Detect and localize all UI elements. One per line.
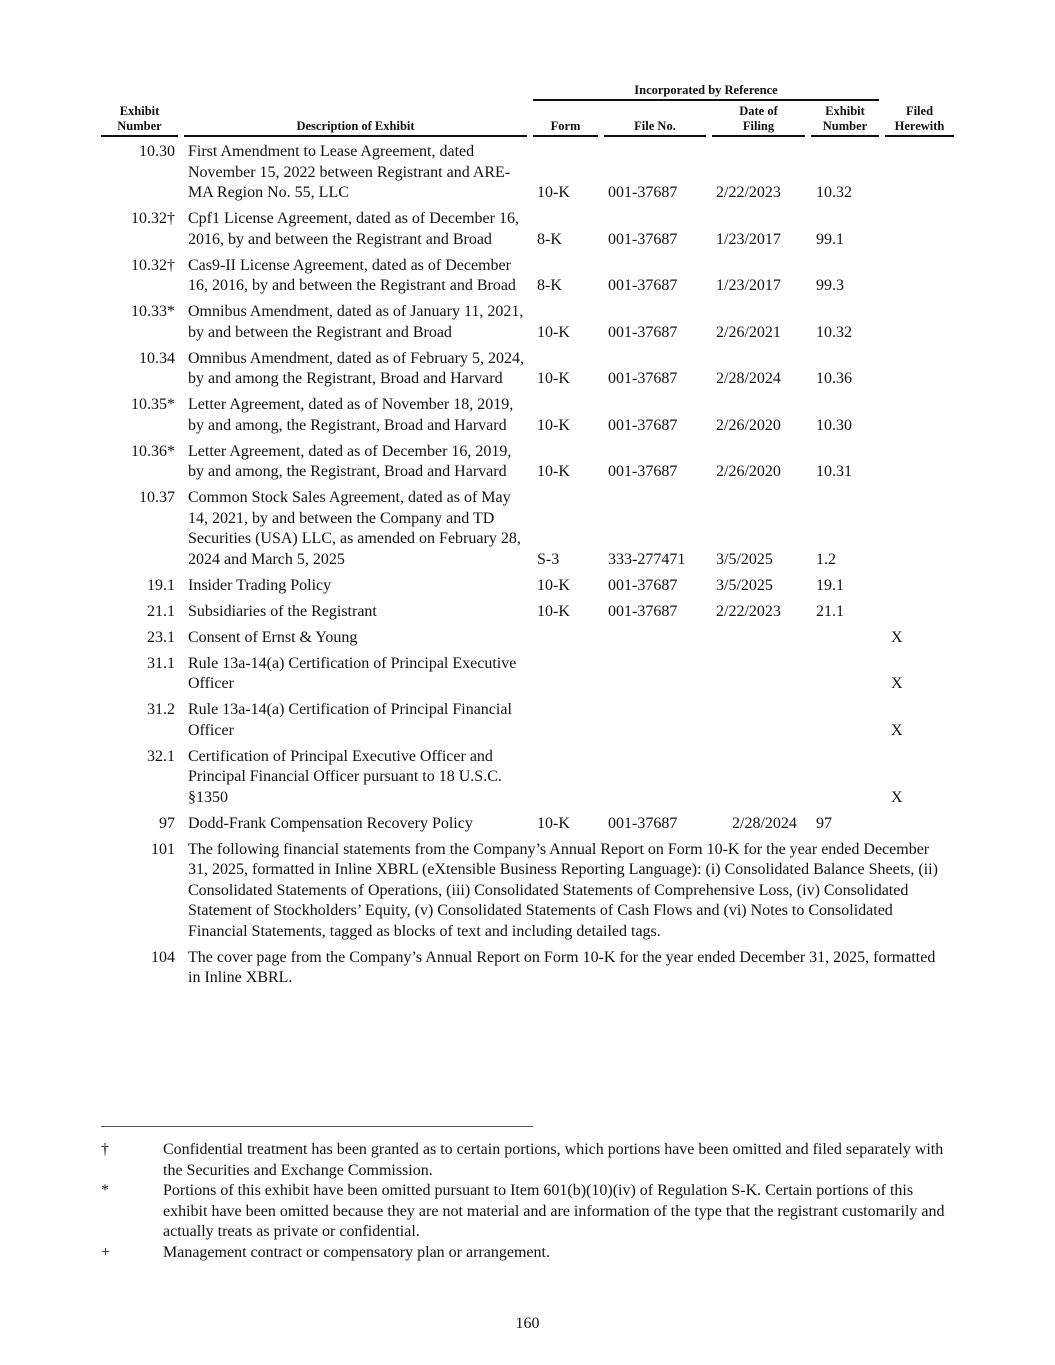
ref-exhibit-number: 10.32 <box>816 323 852 341</box>
form: 10-K <box>537 184 570 201</box>
ref-exhibit-number: 99.1 <box>816 230 844 248</box>
exhibit-description: Letter Agreement, dated as of November 18, 2019, by and among, the Registrant, Broad and Harvard <box>188 396 514 434</box>
ref-exhibit-number: 1.2 <box>816 550 836 568</box>
exhibit-description: Certification of Principal Executive Officer and Principal Financial Officer pursuant to 18 U.S.C. §1350 <box>188 747 502 806</box>
table-row <box>0 349 1055 390</box>
exhibit-description: Rule 13a-14(a) Certification of Principal Executive Officer <box>188 654 517 692</box>
exhibit-description: First Amendment to Lease Agreement, dated November 15, 2022 between Registrant and ARE-MA Region No. 55, LLC <box>188 143 511 201</box>
table-row <box>0 209 1055 250</box>
form: 10-K <box>537 323 570 341</box>
form: 10-K <box>537 602 570 620</box>
incorporated-by-reference-header: Incorporated by Reference <box>634 83 778 97</box>
exhibit-table-body <box>0 142 1055 994</box>
footnote-symbol: * <box>101 1182 109 1199</box>
exhibit-number: 32.1 <box>147 747 175 765</box>
table-row <box>0 654 1055 695</box>
ref-exhibit-number: 97 <box>816 814 832 832</box>
col-header-filed-herewith <box>885 104 954 134</box>
date-of-filing: 3/5/2025 <box>716 576 773 594</box>
exhibit-description: Insider Trading Policy <box>188 576 332 594</box>
footnote-text: Confidential treatment has been granted as to certain portions, which portions have been omitted and filed separately with the Securities and Exchange Commission. <box>163 1141 944 1179</box>
date-of-filing: 2/26/2020 <box>716 416 781 434</box>
table-row <box>0 488 1055 570</box>
footnote-symbol: † <box>101 1141 109 1158</box>
col-header-line: Number <box>822 119 868 133</box>
col-header-file-no: File No. <box>634 119 676 133</box>
page-number: 160 <box>515 1315 540 1332</box>
footnote-asterisk <box>101 1181 951 1243</box>
file-no: 001-37687 <box>608 184 678 201</box>
footnote-plus <box>101 1243 951 1264</box>
footnotes <box>101 1140 951 1263</box>
header-rule <box>712 135 805 137</box>
form: 10-K <box>537 463 570 480</box>
col-header-line: Filing <box>742 119 775 133</box>
exhibit-number: 21.1 <box>147 602 175 620</box>
table-row <box>0 700 1055 741</box>
exhibit-number: 97 <box>159 814 175 832</box>
exhibit-description: Rule 13a-14(a) Certification of Principal Financial Officer <box>188 701 512 739</box>
ref-exhibit-number: 10.32 <box>816 184 852 201</box>
header-rule <box>885 135 954 137</box>
col-header-line: Exhibit <box>119 104 160 118</box>
file-no: 001-37687 <box>608 323 678 341</box>
header-rule <box>533 135 598 137</box>
file-no: 001-37687 <box>608 814 678 832</box>
exhibit-description: Omnibus Amendment, dated as of February 5, 2024, by and among the Registrant, Broad and Harvard <box>188 349 524 387</box>
ref-exhibit-number: 21.1 <box>816 602 844 620</box>
date-of-filing: 1/23/2017 <box>716 277 781 294</box>
exhibit-description: Cas9-II License Agreement, dated as of December 16, 2016, by and between the Registrant and Broad <box>188 256 516 294</box>
file-no: 001-37687 <box>608 602 678 620</box>
exhibit-number: 23.1 <box>147 628 175 646</box>
date-of-filing: 2/22/2023 <box>716 602 781 620</box>
table-row <box>0 302 1055 343</box>
table-row <box>0 395 1055 436</box>
ref-exhibit-number: 99.3 <box>816 277 844 294</box>
exhibit-number: 10.35* <box>131 396 175 413</box>
form: 10-K <box>537 814 570 832</box>
header-rule <box>101 135 178 137</box>
form: 10-K <box>537 576 570 594</box>
table-row <box>0 814 1055 835</box>
file-no: 001-37687 <box>608 576 678 594</box>
file-no: 333-277471 <box>608 550 686 568</box>
file-no: 001-37687 <box>608 277 678 294</box>
exhibit-number: 31.2 <box>147 701 175 718</box>
exhibit-number: 10.33* <box>131 303 175 320</box>
exhibit-number: 101 <box>151 840 175 858</box>
date-of-filing: 2/28/2024 <box>732 814 797 832</box>
col-header-form: Form <box>550 119 581 133</box>
exhibit-description: Dodd-Frank Compensation Recovery Policy <box>188 814 473 832</box>
file-no: 001-37687 <box>608 463 678 480</box>
exhibit-number: 31.1 <box>147 654 175 672</box>
footnote-text: Portions of this exhibit have been omitted pursuant to Item 601(b)(10)(iv) of Regulation S-K. Certain portions of this exhibit have been omitted because they are not material and are information of the type that the registrant customarily and actually treats as private or confidential. <box>163 1182 945 1240</box>
filed-herewith: X <box>891 721 903 739</box>
header-rule <box>811 135 879 137</box>
col-header-line: Filed <box>905 104 934 118</box>
file-no: 001-37687 <box>608 230 678 248</box>
date-of-filing: 3/5/2025 <box>716 550 773 568</box>
ref-exhibit-number: 10.30 <box>816 416 852 434</box>
exhibit-number: 104 <box>151 948 175 966</box>
col-header-line: Date of <box>739 104 778 118</box>
exhibit-description: Letter Agreement, dated as of December 16, 2019, by and among, the Registrant, Broad and Harvard <box>188 442 512 480</box>
form: 8-K <box>537 277 562 294</box>
col-header-line: Herewith <box>894 119 945 133</box>
exhibit-description: Subsidiaries of the Registrant <box>188 602 377 620</box>
date-of-filing: 2/28/2024 <box>716 370 781 387</box>
col-header-description: Description of Exhibit <box>296 119 415 133</box>
exhibit-number: 10.32† <box>131 256 175 274</box>
col-header-ref-exhibit-number <box>811 104 879 134</box>
form: 8-K <box>537 230 562 248</box>
exhibit-number: 19.1 <box>147 576 175 594</box>
header-rule <box>184 135 527 137</box>
date-of-filing: 1/23/2017 <box>716 230 781 248</box>
ref-exhibit-number: 10.31 <box>816 463 852 480</box>
footnote-divider <box>101 1126 533 1127</box>
exhibit-description: Common Stock Sales Agreement, dated as of May 14, 2021, by and between the Company and TD Securities (USA) LLC, as amended on February 28, 2024 and March 5, 2025 <box>188 489 521 568</box>
table-row <box>0 747 1055 809</box>
filed-herewith: X <box>891 788 903 806</box>
file-no: 001-37687 <box>608 370 678 387</box>
group-header-rule <box>533 99 879 101</box>
col-header-line: Number <box>117 119 162 133</box>
filed-herewith: X <box>891 628 903 646</box>
footnote-dagger <box>101 1140 951 1181</box>
table-row <box>0 948 1055 989</box>
exhibit-number: 10.32† <box>131 210 175 227</box>
table-row <box>0 142 1055 204</box>
exhibit-description: The following financial statements from the Company’s Annual Report on Form 10-K for the year ended December 31, 2025, formatted in Inline XBRL (eXtensible Business Reporting Language): (i) Consolidated Balance Sheets, (ii) Consolidated Statements of Operations, (iii) Consolidated Statements of Comprehensive Loss, (iv) Consolidated Statement of Stockholders’ Equity, (v) Consolidated Statements of Cash Flows and (vi) Notes to Consolidated Financial Statements, tagged as blocks of text and including detailed tags. <box>188 840 938 940</box>
footnote-symbol: + <box>101 1243 111 1261</box>
file-no: 001-37687 <box>608 416 678 434</box>
exhibit-description: The cover page from the Company’s Annual Report on Form 10-K for the year ended December 31, 2025, formatted in Inline XBRL. <box>188 948 936 986</box>
col-header-date-of-filing <box>712 104 805 134</box>
exhibit-number: 10.34 <box>139 349 175 367</box>
table-row <box>0 256 1055 297</box>
exhibit-description: Omnibus Amendment, dated as of January 11, 2021, by and between the Registrant and Broad <box>188 303 524 341</box>
col-header-exhibit-number <box>101 104 178 134</box>
form: 10-K <box>537 370 570 387</box>
table-row <box>0 442 1055 483</box>
exhibit-number: 10.30 <box>139 143 175 160</box>
form: 10-K <box>537 416 570 434</box>
exhibit-number: 10.37 <box>139 489 175 506</box>
table-row <box>0 840 1055 943</box>
header-rule <box>604 135 706 137</box>
date-of-filing: 2/26/2021 <box>716 323 781 341</box>
footnote-text: Management contract or compensatory plan or arrangement. <box>163 1243 550 1261</box>
ref-exhibit-number: 10.36 <box>816 370 852 387</box>
date-of-filing: 2/26/2020 <box>716 463 781 480</box>
form: S-3 <box>537 550 560 568</box>
exhibit-description: Cpf1 License Agreement, dated as of December 16, 2016, by and between the Registrant and Broad <box>188 210 519 248</box>
date-of-filing: 2/22/2023 <box>716 184 781 201</box>
ref-exhibit-number: 19.1 <box>816 576 844 594</box>
table-row <box>0 602 1055 623</box>
col-header-line: Exhibit <box>825 104 865 118</box>
filed-herewith: X <box>891 675 903 692</box>
table-row <box>0 576 1055 597</box>
exhibit-description: Consent of Ernst & Young <box>188 628 358 646</box>
table-row <box>0 628 1055 649</box>
exhibit-number: 10.36* <box>131 442 175 460</box>
